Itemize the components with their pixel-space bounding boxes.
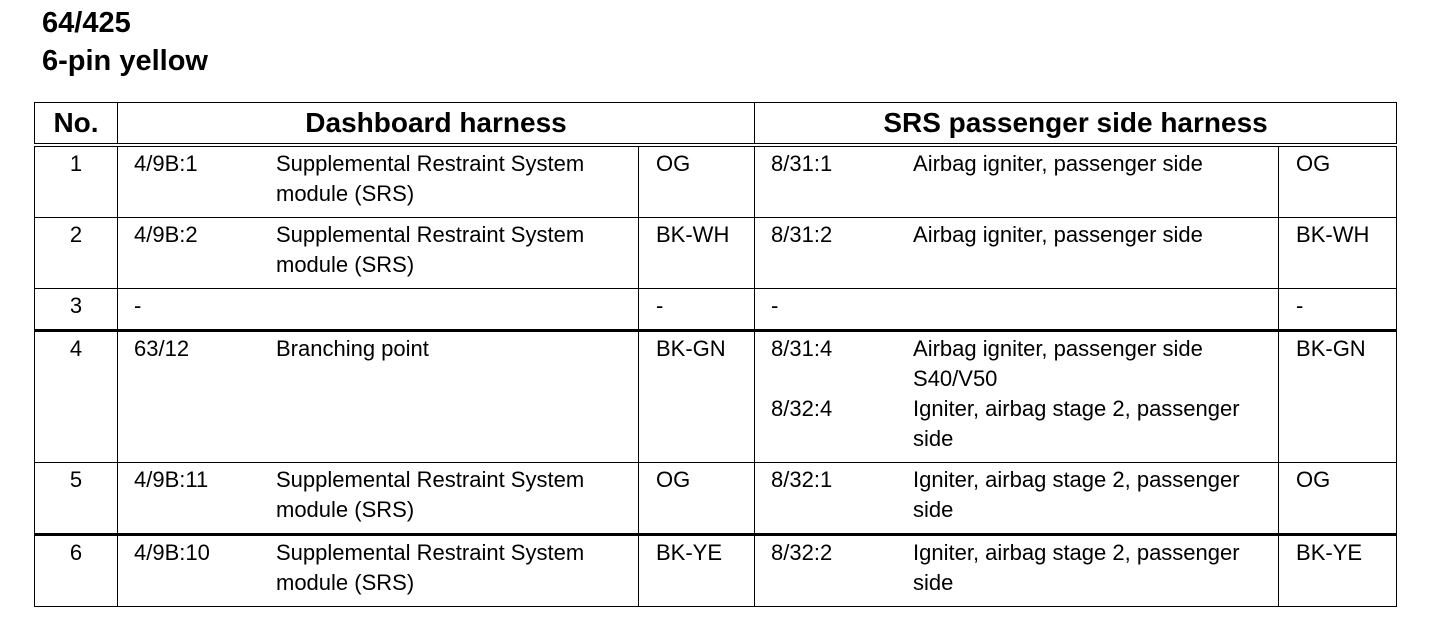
srs-description: Igniter, airbag stage 2, passenger side (913, 540, 1240, 595)
srs-connection (755, 331, 1279, 463)
pin-number: 3 (35, 289, 118, 331)
dashboard-wire-color: BK-YE (639, 535, 755, 607)
srs-code: 8/32:2 (771, 540, 833, 565)
srs-wire-color: BK-GN (1279, 331, 1397, 463)
dashboard-code: 4/9B:11 (134, 467, 209, 492)
srs-wire-color: OG (1279, 463, 1397, 535)
srs-connection (755, 218, 1279, 289)
dashboard-connection (118, 218, 639, 289)
dashboard-connection (118, 463, 639, 535)
connector-description: 6-pin yellow (42, 45, 208, 77)
srs-description (913, 291, 1278, 321)
dashboard-connection (118, 289, 639, 331)
table-header-row (35, 103, 1397, 146)
dashboard-code: - (134, 293, 142, 318)
dashboard-code: 4/9B:10 (134, 540, 210, 565)
srs-description: Airbag igniter, passenger side S40/V50 (913, 336, 1203, 391)
srs-wire-color: - (1279, 289, 1397, 331)
dashboard-description: Branching point (276, 336, 429, 361)
pin-number: 2 (35, 218, 118, 289)
srs-code: 8/31:2 (771, 222, 833, 247)
connector-id: 64/425 (42, 7, 131, 39)
header-srs-harness: SRS passenger side harness (755, 103, 1397, 146)
table-row (35, 463, 1397, 535)
dashboard-wire-color: BK-GN (639, 331, 755, 463)
srs-connection (755, 289, 1279, 331)
dashboard-connection (118, 535, 639, 607)
dashboard-wire-color: OG (639, 145, 755, 218)
pin-number: 4 (35, 331, 118, 463)
dashboard-wire-color: - (639, 289, 755, 331)
srs-wire-color: BK-WH (1279, 218, 1397, 289)
dashboard-wire-color: BK-WH (639, 218, 755, 289)
dashboard-description: Supplemental Restraint System module (SRS) (276, 151, 585, 206)
dashboard-description (276, 291, 638, 321)
dashboard-description: Supplemental Restraint System module (SRS) (276, 540, 585, 595)
dashboard-wire-color: OG (639, 463, 755, 535)
table-row (35, 289, 1397, 331)
dashboard-description: Supplemental Restraint System module (SRS) (276, 222, 585, 277)
dashboard-description: Supplemental Restraint System module (SRS) (276, 467, 585, 522)
dashboard-code: 4/9B:1 (134, 151, 198, 176)
pin-number: 5 (35, 463, 118, 535)
srs-description: Airbag igniter, passenger side (913, 222, 1203, 247)
table-row (35, 145, 1397, 218)
dashboard-connection (118, 145, 639, 218)
dashboard-code: 63/12 (134, 336, 190, 361)
srs-code: 8/32:1 (771, 467, 833, 492)
document-title (42, 4, 208, 80)
srs-connection (755, 145, 1279, 218)
table-row (35, 535, 1397, 607)
pin-number: 6 (35, 535, 118, 607)
header-no: No. (35, 103, 118, 146)
srs-wire-color: OG (1279, 145, 1397, 218)
table-row (35, 218, 1397, 289)
table-row (35, 331, 1397, 463)
srs-description: Igniter, airbag stage 2, passenger side (913, 467, 1240, 522)
srs-description: Igniter, airbag stage 2, passenger side (913, 396, 1240, 451)
srs-wire-color: BK-YE (1279, 535, 1397, 607)
pin-number: 1 (35, 145, 118, 218)
header-dashboard-harness: Dashboard harness (118, 103, 755, 146)
srs-code: 8/31:4 (771, 336, 833, 361)
srs-connection (755, 535, 1279, 607)
srs-code: 8/32:4 (771, 396, 833, 421)
srs-connection (755, 463, 1279, 535)
dashboard-connection (118, 331, 639, 463)
connector-pin-table (34, 102, 1397, 607)
dashboard-code: 4/9B:2 (134, 222, 198, 247)
srs-description: Airbag igniter, passenger side (913, 151, 1203, 176)
srs-code: - (771, 293, 779, 318)
srs-code: 8/31:1 (771, 151, 833, 176)
